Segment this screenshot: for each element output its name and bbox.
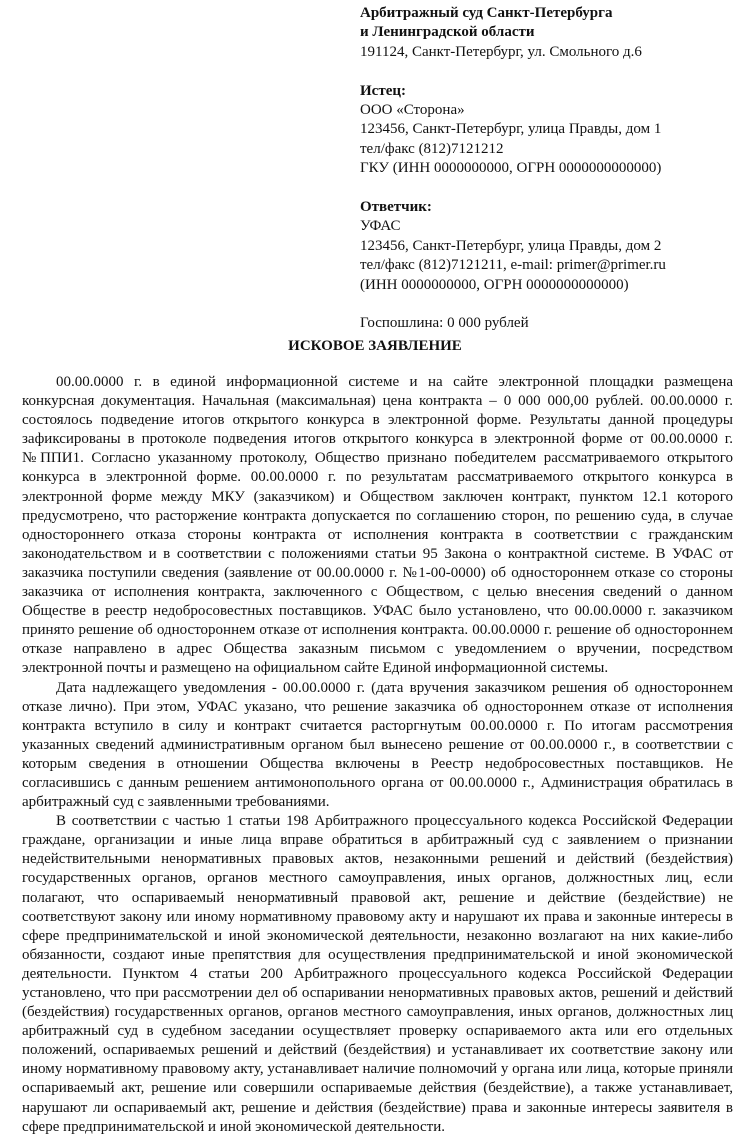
document-body [22, 373, 733, 1137]
defendant-address: 123456, Санкт-Петербург, улица Правды, дом 2 [360, 237, 662, 254]
spacer [360, 295, 745, 314]
plaintiff-ids: ГКУ (ИНН 0000000000, ОГРН 0000000000000) [360, 160, 662, 177]
court-address: 191124, Санкт-Петербург, ул. Смольного д.6 [360, 43, 642, 60]
spacer [360, 62, 745, 81]
plaintiff-phone: тел/факс (812)7121212 [360, 140, 504, 157]
paragraph: Дата надлежащего уведомления - 00.00.0000 г. (дата вручения заказчиком решения об одностороннем отказе лично). При этом, УФАС указано, что решение заказчика об одностороннем отказе от исполнения контракта вступило в силу и контракт считается расторгнутым 00.00.0000 г. По итогам рассмотрения указанных сведений административным органом был вынесено решение от 00.00.0000 г., в соответствии с которым сведения в отношении Общества включены в Реестр недобросовестных поставщиков. Не согласившись с данным решением антимонопольного органа от 00.00.0000 г., Администрация обратилась в арбитражный суд с заявленными требованиями. [22, 679, 733, 811]
document-title: ИСКОВОЕ ЗАЯВЛЕНИЕ [288, 338, 462, 354]
paragraph: 00.00.0000 г. в единой информационной системе и на сайте электронной площадки размещена конкурсная документация. Начальная (максимальная) цена контракта – 0 000 000,00 рублей. 00.00.0000 г. состоялось подведение итогов открытого конкурса в электронной форме. Результаты данной процедуры зафиксированы в протоколе подведения итогов открытого конкурса в электронной форме от 00.00.0000 г. №ППИ1. Согласно указанному протоколу, Общество признано победителем рассматриваемого открытого конкурса в электронной форме. 00.00.0000 г. по результатам рассматриваемого открытого конкурса в электронной форме между МКУ (заказчиком) и Обществом заключен контракт, пунктом 12.1 которого предусмотрено, что расторжение контракта допускается по соглашению сторон, по решению суда, в случае одностороннего отказа стороны контракта от исполнения контракта в соответствии с гражданским законодательством и в соответствии с положениями статьи 95 Закона о контрактной системе. В УФАС от заказчика поступили сведения (заявление от 00.00.0000 г. №1-00-0000) об одностороннем отказе со стороны заказчика от исполнения контракта, заключенного с Обществом, с целью внесения сведений о данном Обществе в реестр недобросовестных поставщиков. УФАС было установлено, что 00.00.0000 г. заказчиком принято решение об одностороннем отказе от исполнения контракта. 00.00.0000 г. решение об одностороннем отказе направлено в адрес Общества заказным письмом с уведомлением о вручении, посредством электронной почты и размещено на официальном сайте Единой информационной системы. [22, 374, 733, 677]
defendant-name: УФАС [360, 218, 401, 235]
state-fee: Госпошлина: 0 000 рублей [360, 315, 529, 332]
plaintiff-name: ООО «Сторона» [360, 102, 465, 119]
plaintiff-address: 123456, Санкт-Петербург, улица Правды, дом 1 [360, 121, 662, 138]
plaintiff-label: Истец: [360, 82, 406, 99]
defendant-label: Ответчик: [360, 199, 432, 216]
paragraph: В соответствии с частью 1 статьи 198 Арбитражного процессуального кодекса Российской Федерации граждане, организации и иные лица вправе обратиться в арбитражный суд с заявлением о признании недействительными ненормативных правовых актов, незаконными решений и действий (бездействия) государственных органов, органов местного самоуправления, иных органов, должностных лиц, если полагают, что оспариваемый ненормативный правовой акт, решение и действие (бездействие) не соответствуют закону или иному нормативному правовому акту и нарушают их права и законные интересы в сфере предпринимательской и иной экономической деятельности, незаконно возлагают на них какие-либо обязанности, создают иные препятствия для осуществления предпринимательской и иной экономической деятельности. Пунктом 4 статьи 200 Арбитражного процессуального кодекса Российской Федерации установлено, что при рассмотрении дел об оспаривании ненормативных правовых актов, решений и действий (бездействия) государственных органов, органов местного самоуправления, иных органов, должностных лиц арбитражный суд в судебном заседании осуществляет проверку оспариваемого акта или его отдельных положений, оспариваемых решений и действий (бездействия) и устанавливает их соответствие закону или иному нормативному правовому акту, устанавливает наличие полномочий у органа или лица, которые приняли оспариваемый акт, решение или совершили оспариваемые действия (бездействие), а также устанавливает, нарушают ли оспариваемый акт, решение и действия (бездействие) права и законные интересы заявителя в сфере предпринимательской и иной экономической деятельности. [22, 813, 733, 1135]
defendant-ids: (ИНН 0000000000, ОГРН 0000000000000) [360, 276, 629, 293]
court-name-line1: Арбитражный суд Санкт-Петербурга [360, 5, 613, 21]
court-name-line2: и Ленинградской области [360, 24, 535, 41]
addressee-block [360, 4, 745, 334]
spacer [360, 179, 745, 198]
defendant-contacts: тел/факс (812)7121211, e-mail: primer@primer.ru [360, 257, 666, 274]
